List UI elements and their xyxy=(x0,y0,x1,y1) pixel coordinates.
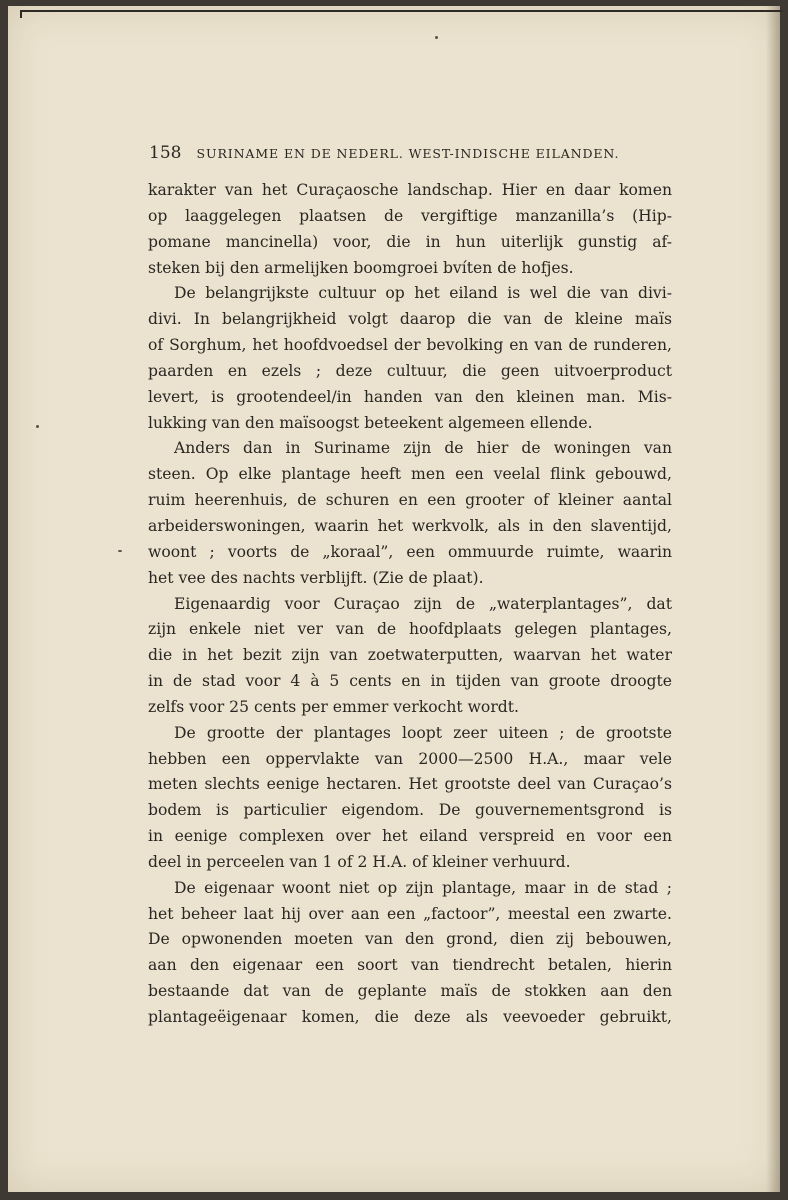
text-line: De grootte der plantages loopt zeer uiteen ; de grootste xyxy=(174,723,672,742)
running-header xyxy=(149,143,649,163)
text-line: Anders dan in Suriname zijn de hier de woningen van xyxy=(174,439,672,458)
paper-speck xyxy=(435,36,438,39)
text-line: in de stad voor 4 à 5 cents en in tijden van groote droogte xyxy=(148,672,672,691)
text-line: De eigenaar woont niet op zijn plantage, maar in de stad ; xyxy=(174,878,672,897)
text-line: bestaande dat van de geplante maïs de stokken aan den xyxy=(148,982,672,1001)
text-line: deel in perceelen van 1 of 2 H.A. of kleiner verhuurd. xyxy=(148,852,571,871)
text-line: divi. In belangrijkheid volgt daarop die van de kleine maïs xyxy=(148,310,672,329)
text-line: aan den eigenaar een soort van tiendrecht betalen, hierin xyxy=(148,956,672,975)
text-line: ruim heerenhuis, de schuren en een grooter of kleiner aantal xyxy=(148,491,672,510)
text-line: Eigenaardig voor Curaçao zijn de „waterplantages”, dat xyxy=(174,594,672,613)
text-line: op laaggelegen plaatsen de vergiftige manzanilla’s (Hip- xyxy=(148,206,672,225)
body-text xyxy=(148,178,672,1031)
page-edge-shadow xyxy=(766,6,780,1192)
text-line: zijn enkele niet ver van de hoofdplaats gelegen plantages, xyxy=(148,620,672,639)
page-top-border xyxy=(20,10,782,18)
text-line: karakter van het Curaçaosche landschap. Hier en daar komen xyxy=(148,181,672,199)
text-line: De belangrijkste cultuur op het eiland is wel die van divi- xyxy=(174,284,672,303)
text-line: het beheer laat hij over aan een „factoor”, meestal een zwarte. xyxy=(148,904,672,923)
text-line: die in het bezit zijn van zoetwaterputten, waarvan het water xyxy=(148,646,672,665)
page-number: 158 xyxy=(149,143,182,163)
text-line: paarden en ezels ; deze cultuur, die geen uitvoerproduct xyxy=(148,361,672,380)
running-title: SURINAME EN DE NEDERL. WEST-INDISCHE EILANDEN. xyxy=(196,146,620,161)
text-line: in eenige complexen over het eiland verspreid en voor een xyxy=(148,827,672,846)
text-line: plantageëigenaar komen, die deze als veevoeder gebruikt, xyxy=(148,1008,672,1026)
text-line: of Sorghum, het hoofdvoedsel der bevolking en van de runderen, xyxy=(148,336,672,355)
text-line: arbeiderswoningen, waarin het werkvolk, als in den slaventijd, xyxy=(148,516,672,535)
paper-speck xyxy=(36,425,39,428)
text-line: De opwonenden moeten van den grond, dien zij bebouwen, xyxy=(148,930,672,949)
text-line: lukking van den maïsoogst beteekent algemeen ellende. xyxy=(148,413,593,432)
text-line: steken bij den armelijken boomgroei bvíten de hofjes. xyxy=(148,258,574,277)
text-line: meten slechts eenige hectaren. Het grootste deel van Curaçao’s xyxy=(148,775,672,794)
text-line: levert, is grootendeel/in handen van den kleinen man. Mis- xyxy=(148,387,672,406)
text-line: pomane mancinella) voor, die in hun uiterlijk gunstig af- xyxy=(148,232,672,251)
text-line: zelfs voor 25 cents per emmer verkocht wordt. xyxy=(148,697,519,716)
text-line: het vee des nachts verblijft. (Zie de plaat). xyxy=(148,568,484,587)
text-line: woont ; voorts de „koraal”, een ommuurde ruimte, waarin xyxy=(148,542,672,561)
paper-speck xyxy=(118,550,122,552)
text-line: steen. Op elke plantage heeft men een veelal flink gebouwd, xyxy=(148,465,672,484)
text-line: hebben een oppervlakte van 2000—2500 H.A., maar vele xyxy=(148,749,672,768)
text-line: bodem is particulier eigendom. De gouvernementsgrond is xyxy=(148,801,672,820)
